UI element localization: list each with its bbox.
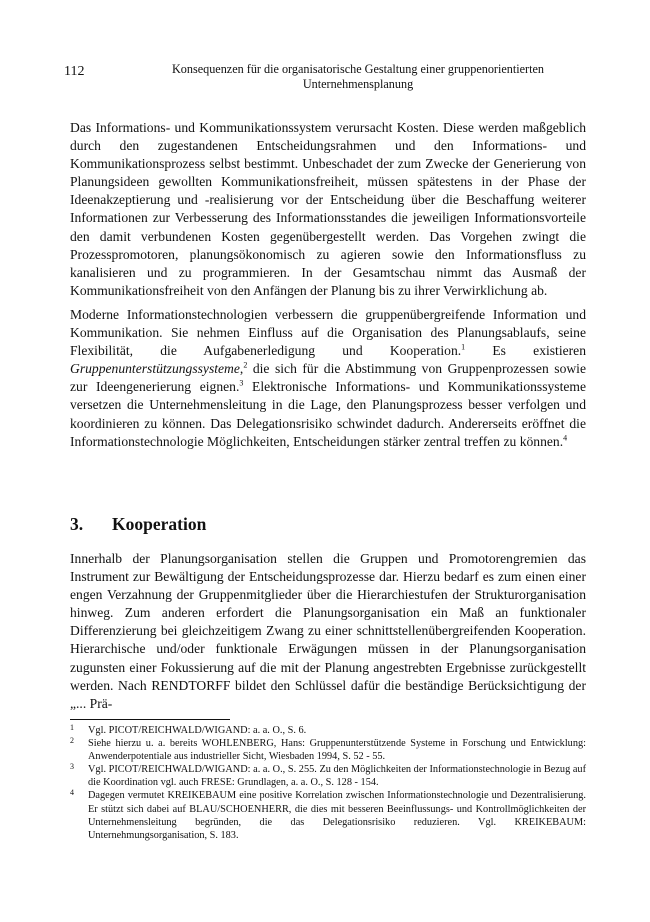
footnote-number: 1 — [70, 723, 74, 732]
paragraph-text: Es existieren — [465, 343, 586, 359]
section-title: Kooperation — [112, 514, 207, 534]
footnotes — [70, 724, 586, 842]
paragraph-information-technology — [70, 306, 586, 451]
running-head-line-1: Konsequenzen für die organisatorische Gestaltung einer gruppenorientierten — [171, 62, 545, 76]
footnote-number: 2 — [70, 736, 74, 746]
footnote-number: 3 — [70, 762, 74, 772]
paragraph-information-costs: Das Informations- und Kommunikationssystem verursacht Kosten. Diese werden maßgeblich durch den zugestandenen Entscheidungsrahmen und den Informations- und Kommunikationsprozess selbst bestimmt. Unbeschadet der zum Zwecke der Generierung von Planungsideen gewollten Kommunikationsfreiheit, müssen spätestens in der Phase der Ideenakzeptierung und -realisierung vor der Entscheidung über die Beschaffung weiterer Informationen zur Verbesserung des Informationsstandes die jeweiligen Informationsvorteile den damit verbundenen Kosten gegenübergestellt werden. Das Vorgehen zwingt die Prozesspromotoren, planungsökonomisch zu agieren sowie den Informationsfluss zu kanalisieren und zu programmieren. In der Gesamtschau nimmt das Ausmaß der Kommunikationsfreiheit von den Anfängen der Planung bis zu ihrer Verwirklichung ab. — [70, 120, 586, 298]
footnote-text: Dagegen vermutet KREIKEBAUM eine positive Korrelation zwischen Informationstechnologie und Dezentralisierung. Er stützt sich dabei auf BLAU/SCHOENHERR, die dies mit besseren Beeinflussungs- und Kontrollmöglichkeiten der Unternehmensleitung begründen, die das Delegationsrisiko reduzieren. Vgl. KREIKEBAUM: Unternehmungsorganisation, S. 183. — [88, 790, 586, 841]
footnote-text: Vgl. PICOT/REICHWALD/WIGAND: a. a. O., S. 255. Zu den Möglichkeiten der Informationstechnologie in Bezug auf die Koordination vgl. auch FRESE: Grundlagen, a. a. O., S. 128 - 154. — [88, 764, 586, 789]
footnote — [70, 763, 586, 789]
footnote — [70, 789, 586, 841]
paragraph-cooperation: Innerhalb der Planungsorganisation stellen die Gruppen und Promotorengremien das Instrument zur Bewältigung der Entscheidungsprozesse dar. Hierzu bedarf es zum einen einer engen Verzahnung der Gruppenmitglieder über die Hierarchiestufen der Strukturorganisation hinweg. Zum anderen erfordert die Planungsorganisation ein Maß an funktionaler Differenzierung bei gleichzeitigem Zwang zu einer schnittstellenübergreifenden Kooperation. Hierarchische und/oder funktionale Erwägungen müssen in der Planungsorganisation zugunsten einer Fokussierung auf die mit der Planung angestrebten Ergebnisse zurückgestellt werden. Nach RENDTORFF bildet den Schlüssel dafür die beständige Berücksichtigung der „... Prä- — [70, 551, 586, 711]
running-head-line-2: Unternehmensplanung — [302, 77, 414, 91]
footnote-text: Siehe hierzu u. a. bereits WOHLENBERG, Hans: Gruppenunterstützende Systeme in Forschung und Entwicklung: Anwenderpotentiale aus industrieller Sicht, Wiesbaden 1994, S. 52 - 55. — [88, 738, 586, 763]
footnote-text: Vgl. PICOT/REICHWALD/WIGAND: a. a. O., S. 6. — [88, 725, 307, 736]
section-body — [70, 550, 586, 719]
footnote — [70, 724, 586, 737]
paragraph-text: Elektronische Informations- und Kommunikationssysteme versetzen die Unternehmensleitung in die Lage, den Planungsprozess besser verfolgen und koordinieren zu können. Das Delegationsrisiko schwindet dadurch. Andererseits eröffnet die Informationstechnologie Möglichkeiten, Entscheidungen stärker zentral treffen zu können. — [70, 379, 586, 449]
page-number: 112 — [64, 64, 85, 79]
emphasized-term: Gruppenunterstützungssysteme — [70, 361, 240, 377]
footnote-reference[interactable]: 1 — [461, 342, 466, 352]
paragraph-text: , — [239, 361, 244, 377]
running-head — [122, 62, 594, 92]
footnote-number: 4 — [70, 788, 74, 798]
section-heading — [70, 514, 206, 535]
footnote-reference[interactable]: 3 — [239, 378, 244, 388]
paragraph-text: die sich für die Abstimmung von Gruppenprozessen sowie zur Ideengenerierung eignen. — [70, 361, 586, 395]
paragraph-text: Moderne Informationstechnologien verbessern die gruppenübergreifende Information und Kommunikation. Sie nehmen Einfluss auf die Organisation des Planungsablaufs, seine Flexibilität, die Aufgabenerledigung und Kooperation. — [70, 306, 586, 359]
section-number: 3. — [70, 514, 84, 534]
footnote — [70, 737, 586, 763]
footnote-reference[interactable]: 2 — [243, 360, 248, 370]
body-text — [70, 119, 586, 457]
footnote-reference[interactable]: 4 — [563, 433, 568, 443]
footnote-separator — [70, 719, 230, 720]
